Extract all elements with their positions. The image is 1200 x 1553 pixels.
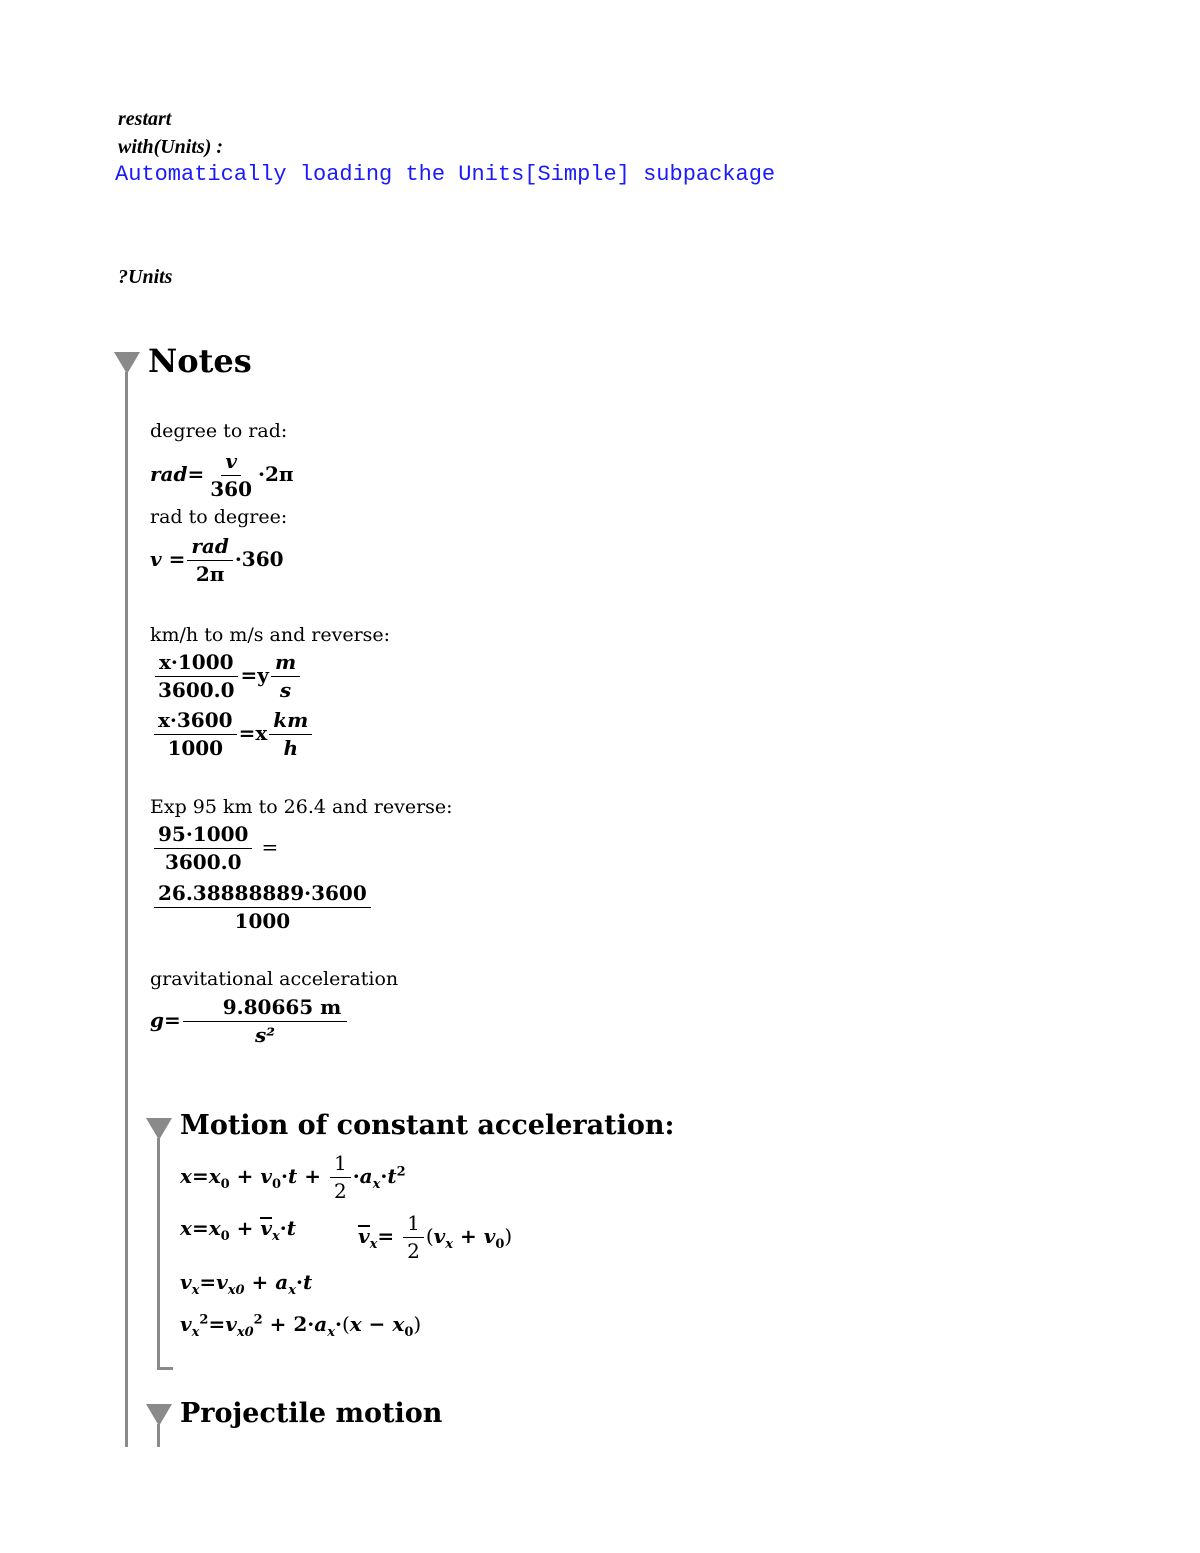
motion-title: Motion of constant acceleration:	[180, 1110, 675, 1141]
example-reverse-equation: $\frac{26.38888889\cdot 3600}{1000}$	[152, 882, 373, 933]
example-label: Exp 95 km to 26.4 and reverse:	[150, 796, 453, 818]
rad-to-degree-equation: v = $\frac{\text{rad}}{2\pi}$ ·360	[150, 534, 284, 586]
ms-to-kmh-equation: $\frac{x\cdot 3600}{1000}$ =x $\frac{km}{h}$	[152, 709, 314, 760]
average-velocity-equation: $x=x_0 + v_x\cdot t$	[180, 1216, 296, 1244]
with-units-command[interactable]: with(Units) :	[118, 136, 224, 158]
motion-section-bar	[157, 1138, 160, 1370]
mean-velocity-equation: $v_x=$ $\frac{1}{2}$ $(v_x + v_0)$	[358, 1211, 513, 1263]
notes-title: Notes	[148, 342, 252, 380]
projectile-collapse-icon[interactable]	[146, 1404, 172, 1426]
velocity-squared-equation: $v_x^2=v_{x0}^2 + 2\cdot a_x\cdot(x - x_0)$	[180, 1312, 422, 1340]
units-loading-output: Automatically loading the Units[Simple] subpackage	[115, 162, 776, 187]
motion-collapse-icon[interactable]	[146, 1118, 172, 1140]
projectile-section-bar	[157, 1424, 160, 1447]
restart-command[interactable]: restart	[118, 108, 172, 130]
help-units-command[interactable]: ?Units	[118, 266, 173, 288]
degree-to-rad-equation: rad= $\frac{v}{360}$ ·2π	[150, 449, 294, 501]
position-equation: $x=x_0 + v_0\cdot t$ + $\frac{1}{2}$ $\cdot a_x\cdot t^2$	[180, 1151, 406, 1203]
motion-section-end	[157, 1367, 173, 1370]
kmh-to-ms-label: km/h to m/s and reverse:	[150, 624, 391, 646]
gravity-label: gravitational acceleration	[150, 968, 399, 990]
kmh-to-ms-equation: $\frac{x\cdot 1000}{3600.0}$ =y $\frac{m}{s}$	[152, 651, 302, 702]
example-kmh-equation: $\frac{95\cdot 1000}{3600.0}$ =	[152, 823, 278, 874]
velocity-equation: $v_x=v_{x0} + a_x\cdot t$	[180, 1270, 313, 1298]
notes-section-bar	[125, 372, 128, 1447]
rad-symbol: rad	[150, 462, 188, 486]
projectile-title: Projectile motion	[180, 1398, 443, 1429]
rad-to-degree-label: rad to degree:	[150, 506, 288, 528]
degree-to-rad-label: degree to rad:	[150, 420, 288, 442]
gravity-equation: g= $\frac{9.80665 m}{\text{s²}}$	[150, 996, 349, 1047]
notes-collapse-icon[interactable]	[114, 352, 140, 374]
